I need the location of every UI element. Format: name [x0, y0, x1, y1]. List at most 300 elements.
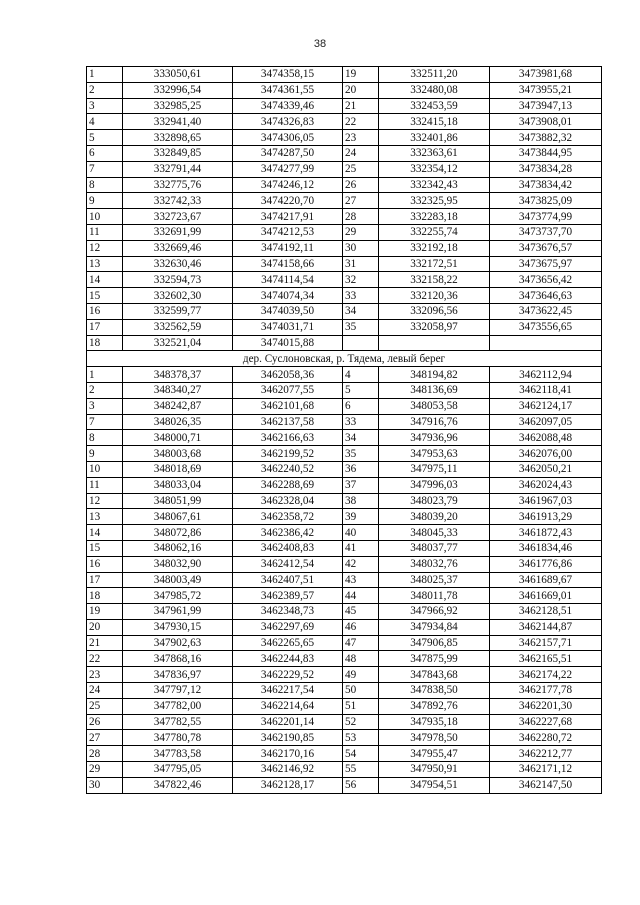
x-coordinate: 347961,99 [123, 604, 233, 620]
table-row [87, 698, 602, 714]
x-coordinate: 347978,50 [379, 730, 490, 746]
point-number: 35 [343, 319, 379, 335]
x-coordinate: 348023,79 [379, 493, 490, 509]
x-coordinate: 348051,99 [123, 493, 233, 509]
y-coordinate: 3474220,70 [233, 193, 343, 209]
point-number: 33 [343, 288, 379, 304]
section-title-row [87, 351, 602, 367]
x-coordinate: 332158,22 [379, 272, 490, 288]
point-number: 32 [343, 272, 379, 288]
x-coordinate: 347875,99 [379, 651, 490, 667]
point-number: 13 [87, 509, 123, 525]
point-number: 20 [343, 82, 379, 98]
y-coordinate: 3474212,53 [233, 224, 343, 240]
y-coordinate: 3462240,52 [233, 461, 343, 477]
table-row [87, 209, 602, 225]
point-number: 25 [343, 161, 379, 177]
y-coordinate: 3473882,32 [490, 130, 602, 146]
y-coordinate: 3474158,66 [233, 256, 343, 272]
point-number: 29 [87, 762, 123, 778]
point-number: 30 [343, 240, 379, 256]
point-number: 12 [87, 493, 123, 509]
y-coordinate: 3474306,05 [233, 130, 343, 146]
point-number: 16 [87, 556, 123, 572]
point-number: 17 [87, 319, 123, 335]
y-coordinate: 3462171,12 [490, 762, 602, 778]
x-coordinate: 332594,73 [123, 272, 233, 288]
page-number: 38 [313, 38, 327, 50]
point-number: 14 [87, 272, 123, 288]
point-number: 10 [87, 209, 123, 225]
x-coordinate: 347954,51 [379, 777, 490, 793]
point-number: 27 [87, 730, 123, 746]
y-coordinate: 3474015,88 [233, 335, 343, 351]
point-number: 39 [343, 509, 379, 525]
x-coordinate: 332691,99 [123, 224, 233, 240]
point-number: 12 [87, 240, 123, 256]
x-coordinate: 348340,27 [123, 382, 233, 398]
point-number: 6 [343, 398, 379, 414]
point-number: 9 [87, 446, 123, 462]
x-coordinate: 347935,18 [379, 714, 490, 730]
x-coordinate: 347836,97 [123, 667, 233, 683]
point-number: 44 [343, 588, 379, 604]
table-row [87, 398, 602, 414]
x-coordinate: 347783,58 [123, 746, 233, 762]
point-number: 10 [87, 461, 123, 477]
point-number: 36 [343, 461, 379, 477]
table-row [87, 446, 602, 462]
table-row [87, 114, 602, 130]
point-number: 19 [87, 604, 123, 620]
point-number: 51 [343, 698, 379, 714]
y-coordinate: 3474031,71 [233, 319, 343, 335]
point-number: 18 [87, 335, 123, 351]
table-row [87, 82, 602, 98]
y-coordinate: 3473908,01 [490, 114, 602, 130]
y-coordinate: 3462265,65 [233, 635, 343, 651]
table-row [87, 240, 602, 256]
y-coordinate: 3462348,73 [233, 604, 343, 620]
x-coordinate: 348045,33 [379, 525, 490, 541]
y-coordinate: 3462280,72 [490, 730, 602, 746]
y-coordinate: 3474277,99 [233, 161, 343, 177]
point-number: 28 [343, 209, 379, 225]
table-row [87, 382, 602, 398]
y-coordinate: 3462199,52 [233, 446, 343, 462]
point-number: 20 [87, 619, 123, 635]
x-coordinate: 332775,76 [123, 177, 233, 193]
x-coordinate: 332172,51 [379, 256, 490, 272]
y-coordinate: 3462408,83 [233, 540, 343, 556]
y-coordinate: 3474326,83 [233, 114, 343, 130]
y-coordinate: 3462050,21 [490, 461, 602, 477]
y-coordinate: 3462217,54 [233, 683, 343, 699]
point-number: 17 [87, 572, 123, 588]
y-coordinate: 3462024,43 [490, 477, 602, 493]
point-number: 8 [87, 430, 123, 446]
x-coordinate: 332354,12 [379, 161, 490, 177]
x-coordinate: 348003,68 [123, 446, 233, 462]
table-row [87, 177, 602, 193]
point-number: 14 [87, 525, 123, 541]
y-coordinate: 3462088,48 [490, 430, 602, 446]
point-number: 15 [87, 540, 123, 556]
point-number: 29 [343, 224, 379, 240]
x-coordinate: 348242,87 [123, 398, 233, 414]
table-row [87, 588, 602, 604]
x-coordinate: 332283,18 [379, 209, 490, 225]
x-coordinate: 347892,76 [379, 698, 490, 714]
point-number: 1 [87, 367, 123, 383]
table-row [87, 161, 602, 177]
y-coordinate: 3461967,03 [490, 493, 602, 509]
x-coordinate: 332521,04 [123, 335, 233, 351]
table-row [87, 367, 602, 383]
point-number: 53 [343, 730, 379, 746]
x-coordinate: 332742,33 [123, 193, 233, 209]
table-row [87, 430, 602, 446]
x-coordinate: 332453,59 [379, 98, 490, 114]
point-number: 42 [343, 556, 379, 572]
y-coordinate: 3462389,57 [233, 588, 343, 604]
y-coordinate: 3462201,30 [490, 698, 602, 714]
y-coordinate: 3474339,46 [233, 98, 343, 114]
y-coordinate: 3461669,01 [490, 588, 602, 604]
y-coordinate: 3473947,13 [490, 98, 602, 114]
table-row [87, 67, 602, 83]
point-number: 50 [343, 683, 379, 699]
table-row [87, 604, 602, 620]
x-coordinate: 333050,61 [123, 67, 233, 83]
y-coordinate: 3462229,52 [233, 667, 343, 683]
y-coordinate: 3462077,55 [233, 382, 343, 398]
table-row [87, 414, 602, 430]
y-coordinate: 3462124,17 [490, 398, 602, 414]
y-coordinate: 3462165,51 [490, 651, 602, 667]
x-coordinate: 348194,82 [379, 367, 490, 383]
table-row [87, 477, 602, 493]
point-number [343, 335, 379, 351]
x-coordinate: 332325,95 [379, 193, 490, 209]
y-coordinate: 3474217,91 [233, 209, 343, 225]
y-coordinate: 3462297,69 [233, 619, 343, 635]
table-row [87, 540, 602, 556]
x-coordinate: 347797,12 [123, 683, 233, 699]
x-coordinate: 347966,92 [379, 604, 490, 620]
point-number: 26 [343, 177, 379, 193]
table-row [87, 288, 602, 304]
x-coordinate: 347780,78 [123, 730, 233, 746]
point-number: 25 [87, 698, 123, 714]
point-number: 24 [343, 145, 379, 161]
table-row [87, 256, 602, 272]
point-number: 54 [343, 746, 379, 762]
y-coordinate: 3462190,85 [233, 730, 343, 746]
x-coordinate: 347985,72 [123, 588, 233, 604]
x-coordinate: 332415,18 [379, 114, 490, 130]
y-coordinate: 3462147,50 [490, 777, 602, 793]
x-coordinate: 348018,69 [123, 461, 233, 477]
x-coordinate: 348032,76 [379, 556, 490, 572]
point-number: 3 [87, 98, 123, 114]
point-number: 35 [343, 446, 379, 462]
y-coordinate: 3462137,58 [233, 414, 343, 430]
x-coordinate: 347822,46 [123, 777, 233, 793]
x-coordinate: 348000,71 [123, 430, 233, 446]
x-coordinate: 332898,65 [123, 130, 233, 146]
point-number: 55 [343, 762, 379, 778]
point-number: 7 [87, 414, 123, 430]
x-coordinate: 347782,00 [123, 698, 233, 714]
table-row [87, 145, 602, 161]
table-row [87, 667, 602, 683]
point-number: 27 [343, 193, 379, 209]
y-coordinate: 3462407,51 [233, 572, 343, 588]
y-coordinate: 3473834,42 [490, 177, 602, 193]
point-number: 11 [87, 224, 123, 240]
point-number: 19 [343, 67, 379, 83]
y-coordinate: 3473844,95 [490, 145, 602, 161]
x-coordinate: 347955,47 [379, 746, 490, 762]
x-coordinate [379, 335, 490, 351]
x-coordinate: 332723,67 [123, 209, 233, 225]
table-row [87, 224, 602, 240]
point-number: 34 [343, 430, 379, 446]
y-coordinate: 3462412,54 [233, 556, 343, 572]
y-coordinate: 3462112,94 [490, 367, 602, 383]
x-coordinate: 348026,35 [123, 414, 233, 430]
y-coordinate: 3462174,22 [490, 667, 602, 683]
y-coordinate: 3473556,65 [490, 319, 602, 335]
point-number: 22 [87, 651, 123, 667]
table-row [87, 461, 602, 477]
y-coordinate: 3474114,54 [233, 272, 343, 288]
y-coordinate: 3462157,71 [490, 635, 602, 651]
point-number: 21 [343, 98, 379, 114]
y-coordinate [490, 335, 602, 351]
y-coordinate: 3473646,63 [490, 288, 602, 304]
y-coordinate: 3462212,77 [490, 746, 602, 762]
y-coordinate: 3461834,46 [490, 540, 602, 556]
x-coordinate: 347838,50 [379, 683, 490, 699]
y-coordinate: 3462118,41 [490, 382, 602, 398]
point-number: 52 [343, 714, 379, 730]
point-number: 4 [343, 367, 379, 383]
x-coordinate: 332791,44 [123, 161, 233, 177]
y-coordinate: 3462166,63 [233, 430, 343, 446]
y-coordinate: 3462097,05 [490, 414, 602, 430]
table-row [87, 572, 602, 588]
point-number: 38 [343, 493, 379, 509]
point-number: 5 [87, 130, 123, 146]
coordinates-table [86, 66, 602, 794]
x-coordinate: 347930,15 [123, 619, 233, 635]
x-coordinate: 347902,63 [123, 635, 233, 651]
y-coordinate: 3474361,55 [233, 82, 343, 98]
table-row [87, 714, 602, 730]
y-coordinate: 3462101,68 [233, 398, 343, 414]
x-coordinate: 347953,63 [379, 446, 490, 462]
x-coordinate: 332120,36 [379, 288, 490, 304]
x-coordinate: 347843,68 [379, 667, 490, 683]
x-coordinate: 348067,61 [123, 509, 233, 525]
table-row [87, 98, 602, 114]
x-coordinate: 348032,90 [123, 556, 233, 572]
y-coordinate: 3474074,34 [233, 288, 343, 304]
x-coordinate: 347906,85 [379, 635, 490, 651]
y-coordinate: 3473676,57 [490, 240, 602, 256]
y-coordinate: 3462170,16 [233, 746, 343, 762]
x-coordinate: 348033,04 [123, 477, 233, 493]
point-number: 18 [87, 588, 123, 604]
x-coordinate: 332849,85 [123, 145, 233, 161]
x-coordinate: 332363,61 [379, 145, 490, 161]
point-number: 41 [343, 540, 379, 556]
y-coordinate: 3473774,99 [490, 209, 602, 225]
x-coordinate: 332562,59 [123, 319, 233, 335]
x-coordinate: 332511,20 [379, 67, 490, 83]
y-coordinate: 3462328,04 [233, 493, 343, 509]
x-coordinate: 347936,96 [379, 430, 490, 446]
x-coordinate: 332630,46 [123, 256, 233, 272]
x-coordinate: 348003,49 [123, 572, 233, 588]
y-coordinate: 3462288,69 [233, 477, 343, 493]
x-coordinate: 332602,30 [123, 288, 233, 304]
y-coordinate: 3462076,00 [490, 446, 602, 462]
section-title: дер. Суслоновская, р. Тядема, левый берег [87, 351, 602, 367]
y-coordinate: 3461872,43 [490, 525, 602, 541]
x-coordinate: 348025,37 [379, 572, 490, 588]
x-coordinate: 332599,77 [123, 303, 233, 319]
point-number: 6 [87, 145, 123, 161]
point-number: 48 [343, 651, 379, 667]
point-number: 24 [87, 683, 123, 699]
y-coordinate: 3473834,28 [490, 161, 602, 177]
x-coordinate: 332058,97 [379, 319, 490, 335]
y-coordinate: 3473675,97 [490, 256, 602, 272]
table-row [87, 651, 602, 667]
table-row [87, 319, 602, 335]
x-coordinate: 348136,69 [379, 382, 490, 398]
table-row [87, 130, 602, 146]
y-coordinate: 3461913,29 [490, 509, 602, 525]
point-number: 16 [87, 303, 123, 319]
x-coordinate: 332255,74 [379, 224, 490, 240]
y-coordinate: 3462201,14 [233, 714, 343, 730]
point-number: 23 [87, 667, 123, 683]
x-coordinate: 347950,91 [379, 762, 490, 778]
table-row [87, 509, 602, 525]
table-row [87, 272, 602, 288]
table-row [87, 635, 602, 651]
y-coordinate: 3462244,83 [233, 651, 343, 667]
x-coordinate: 348011,78 [379, 588, 490, 604]
table-row [87, 556, 602, 572]
point-number: 43 [343, 572, 379, 588]
x-coordinate: 348062,16 [123, 540, 233, 556]
y-coordinate: 3462227,68 [490, 714, 602, 730]
table-row [87, 777, 602, 793]
table-row [87, 335, 602, 351]
y-coordinate: 3473622,45 [490, 303, 602, 319]
table-row [87, 493, 602, 509]
point-number: 15 [87, 288, 123, 304]
point-number: 49 [343, 667, 379, 683]
x-coordinate: 332941,40 [123, 114, 233, 130]
x-coordinate: 347975,11 [379, 461, 490, 477]
point-number: 2 [87, 382, 123, 398]
x-coordinate: 348053,58 [379, 398, 490, 414]
y-coordinate: 3473825,09 [490, 193, 602, 209]
x-coordinate: 348037,77 [379, 540, 490, 556]
y-coordinate: 3474246,12 [233, 177, 343, 193]
table-row [87, 762, 602, 778]
x-coordinate: 332342,43 [379, 177, 490, 193]
point-number: 3 [87, 398, 123, 414]
y-coordinate: 3462128,51 [490, 604, 602, 620]
y-coordinate: 3462144,87 [490, 619, 602, 635]
point-number: 13 [87, 256, 123, 272]
point-number: 7 [87, 161, 123, 177]
table-row [87, 193, 602, 209]
coordinates-table-body [87, 67, 602, 794]
x-coordinate: 332480,08 [379, 82, 490, 98]
x-coordinate: 332669,46 [123, 240, 233, 256]
x-coordinate: 348378,37 [123, 367, 233, 383]
y-coordinate: 3461776,86 [490, 556, 602, 572]
x-coordinate: 347782,55 [123, 714, 233, 730]
y-coordinate: 3462058,36 [233, 367, 343, 383]
point-number: 22 [343, 114, 379, 130]
point-number: 8 [87, 177, 123, 193]
y-coordinate: 3474039,50 [233, 303, 343, 319]
point-number: 26 [87, 714, 123, 730]
point-number: 45 [343, 604, 379, 620]
point-number: 47 [343, 635, 379, 651]
y-coordinate: 3462358,72 [233, 509, 343, 525]
table-row [87, 303, 602, 319]
x-coordinate: 347916,76 [379, 414, 490, 430]
x-coordinate: 332401,86 [379, 130, 490, 146]
table-row [87, 730, 602, 746]
x-coordinate: 347934,84 [379, 619, 490, 635]
y-coordinate: 3474287,50 [233, 145, 343, 161]
point-number: 11 [87, 477, 123, 493]
point-number: 9 [87, 193, 123, 209]
y-coordinate: 3473981,68 [490, 67, 602, 83]
table-row [87, 619, 602, 635]
x-coordinate: 348039,20 [379, 509, 490, 525]
y-coordinate: 3462128,17 [233, 777, 343, 793]
y-coordinate: 3462146,92 [233, 762, 343, 778]
y-coordinate: 3473955,21 [490, 82, 602, 98]
x-coordinate: 332985,25 [123, 98, 233, 114]
x-coordinate: 347868,16 [123, 651, 233, 667]
x-coordinate: 347996,03 [379, 477, 490, 493]
y-coordinate: 3461689,67 [490, 572, 602, 588]
point-number: 23 [343, 130, 379, 146]
x-coordinate: 347795,05 [123, 762, 233, 778]
table-row [87, 746, 602, 762]
point-number: 30 [87, 777, 123, 793]
point-number: 40 [343, 525, 379, 541]
table-row [87, 683, 602, 699]
point-number: 37 [343, 477, 379, 493]
x-coordinate: 332996,54 [123, 82, 233, 98]
y-coordinate: 3474192,11 [233, 240, 343, 256]
y-coordinate: 3462386,42 [233, 525, 343, 541]
